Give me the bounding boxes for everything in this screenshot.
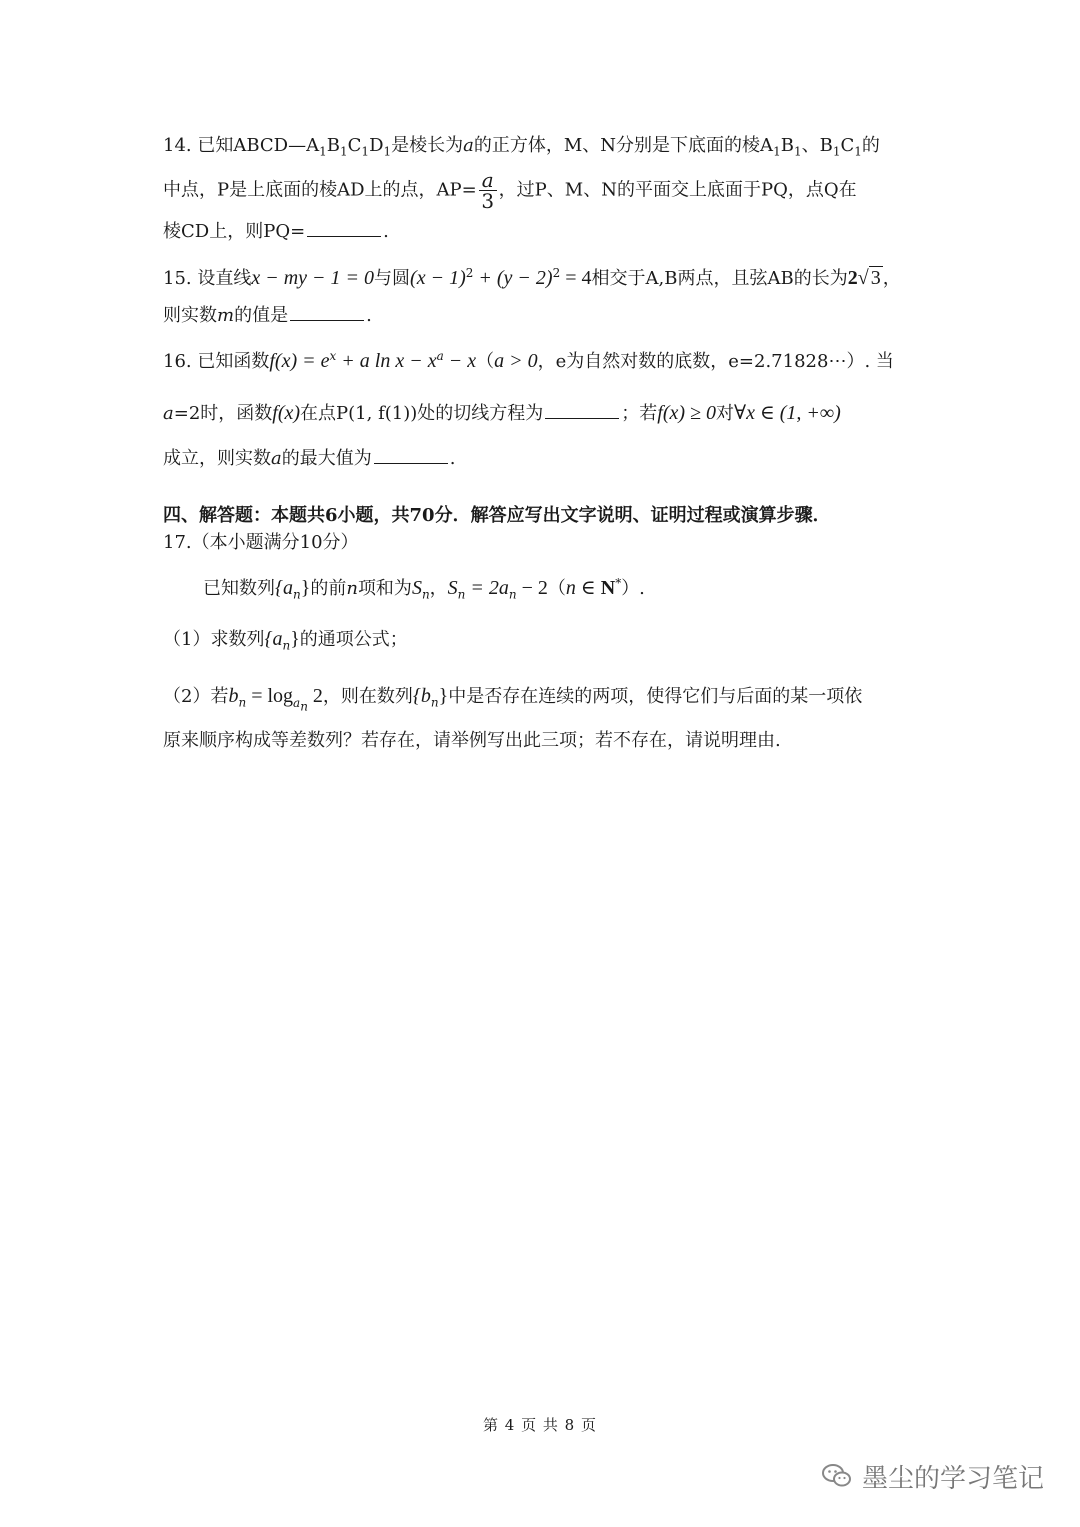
- q17-title: 17.（本小题满分10分）: [163, 532, 359, 553]
- q17-part-2-line-2: 原来顺序构成等差数列？若存在，请举例写出此三项；若不存在，请说明理由.: [163, 730, 781, 751]
- fraction-a-over-3: $\frac{a}{3}$: [479, 170, 497, 211]
- q16-line-2: a=2时，函数f(x)在点P(1, f(1))处的切线方程为 ；若f(x) ≥ 0对∀x ∈ (1, +∞): [163, 402, 841, 424]
- q14-line-3: 棱CD上，则PQ= .: [163, 218, 923, 245]
- page-footer: 第 4 页 共 8 页: [483, 1416, 597, 1434]
- q17-part-2: （2）若$b_n = \log_{a_n} 2$，则在数列$\{b_n\}$中是否存在连续的两项，使得它们与后面的某一项依: [163, 685, 863, 713]
- q16-line-3: 成立，则实数a的最大值为 .: [163, 445, 923, 472]
- q14-line-2: 中点，P是上底面的棱AD上的点，AP= $\frac{a}{3}$ ，过P、M、N的平面交上底面于PQ，点Q在: [163, 168, 857, 213]
- watermark-text: 墨尘的学习笔记: [862, 1463, 1045, 1494]
- answer-blank: [545, 400, 619, 419]
- q15-line-2: 则实数m的值是 .: [163, 302, 923, 329]
- q17-stem: 已知数列$\{a_n\}$的前n项和为$S_n$，$S_n = 2a_n - 2(n$ ∈ N*）.: [203, 576, 645, 602]
- answer-blank: [374, 445, 448, 464]
- q14-line-1: 14. 已知$ABCD—A_1B_1C_1D_1$是棱长为a的正方体，M、N分别是下底面的棱$A_1B_1$、$B_1C_1$的: [163, 135, 880, 159]
- section-heading: 四、解答题：本题共6小题，共70分．解答应写出文字说明、证明过程或演算步骤．: [163, 505, 831, 526]
- wechat-icon: [822, 1463, 852, 1489]
- watermark: [822, 1456, 1044, 1496]
- answer-blank: [290, 302, 364, 321]
- q16-line-1: 16. 已知函数$f(x) = e^x + a$ $\ln x - x^a - x(a > 0$，e为自然对数的底数，e=2.71828⋯）. 当: [163, 349, 894, 372]
- q15-line-1: 15. 设直线x − my − 1 = 0与圆$(x - 1)^2 + (y - 2)^2 = 4$相交于A,B两点，且弦AB的长为2√ 3 ，: [163, 266, 901, 289]
- answer-blank: [307, 218, 381, 237]
- q17-part-1: （1）求数列$\{a_n\}$的通项公式；: [163, 628, 408, 653]
